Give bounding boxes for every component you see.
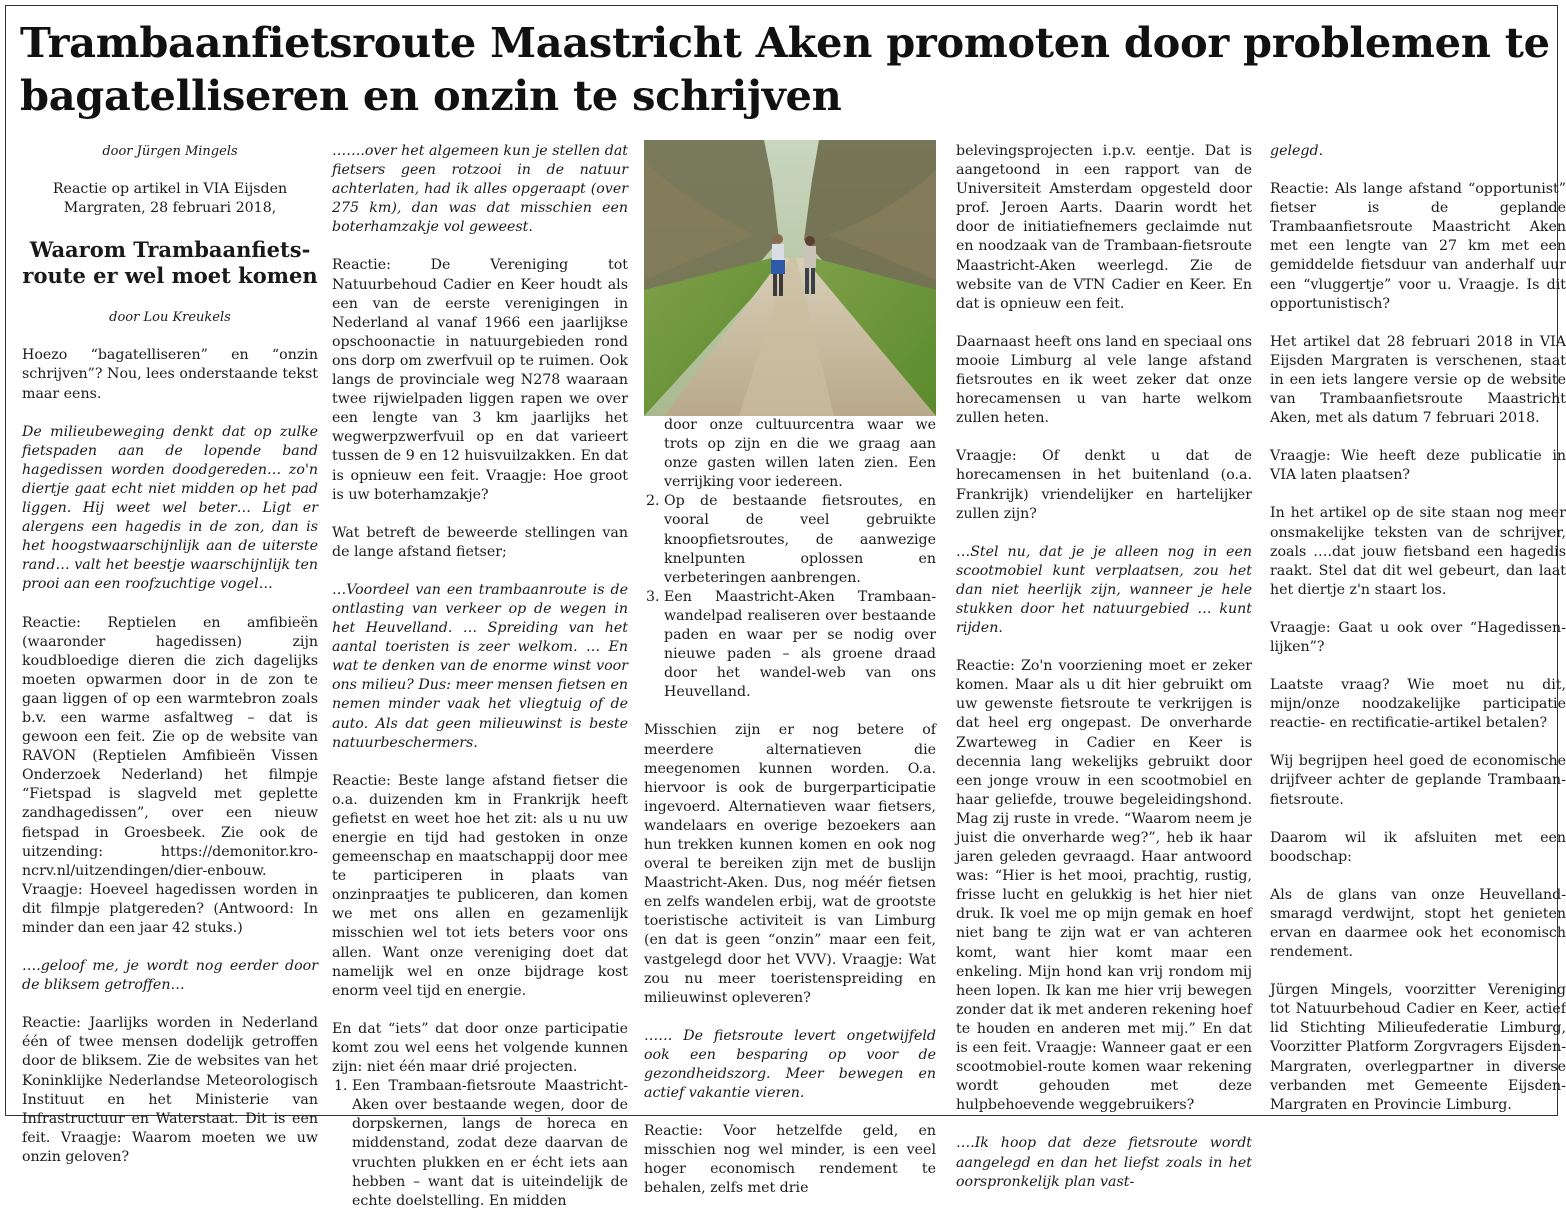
quote-paragraph: …… De fietsroute levert ongetwijfeld ook een besparing op voor de gezondheidszorg. Meer bewegen en actief vakantie vieren. xyxy=(644,1027,936,1102)
project-list-continued xyxy=(644,492,936,702)
paragraph: Misschien zijn er nog betere of meerdere alternatieven die meegenomen kunnen worden. O.a. hiervoor is ook de burgerparticipatie ingevoerd. Alternatieven waar fietsers, wandelaars en overige bezoekers aan hun trekken kunnen komen en ook nog overal te bereiken zijn met de buslijn Maastricht-Aken. Dus, nog méér fietsen en zelfs wandelen erbij, wat de grootste toeristische activiteit is van Limburg (en dat is geen “onzin” maar een feit, vastgelegd door het VVV). Vraagje: Wat zou nu meer toeristenspreiding en milieuwinst opleveren? xyxy=(644,722,936,1006)
column-3 xyxy=(644,416,936,1218)
paragraph: Als de glans van onze Heuvelland-smaragd verdwijnt, stopt het genieten ervan en daarmee ook het economisch rendement. xyxy=(1270,886,1566,961)
column-1 xyxy=(22,142,318,1186)
column-2 xyxy=(332,142,628,1230)
paragraph: Vraagje: Of denkt u dat de horecamensen in het buitenland (o.a. Frankrijk) vriendelijker en hartelijker zullen zijn? xyxy=(956,448,1252,522)
column-5 xyxy=(1270,142,1566,1134)
list-item: 2. Op de bestaande fietsroutes, en vooral de veel gebruikte knoopfietsroutes, de aanwezige knelpunten oplossen en verbeteringen aanbrengen. xyxy=(664,492,936,587)
quote-paragraph: ….Ik hoop dat deze fietsroute wordt aangelegd en dan het liefst zoals in het oorspronkelijk plan vast- xyxy=(956,1135,1252,1190)
paragraph: En dat “iets” dat door onze participatie komt zou wel eens het volgende kunnen zijn: niet één maar drié projecten. xyxy=(332,1020,628,1076)
paragraph: Daarnaast heeft ons land en speciaal ons mooie Limburg al vele lange afstand fietsroutes en ik weet zeker dat onze horecamensen u van harte welkom zullen heten. xyxy=(956,333,1252,427)
quote-paragraph: gelegd. xyxy=(1270,143,1324,159)
paragraph: Reactie: De Vereniging tot Natuurbehoud Cadier en Keer houdt als een van de eerste verenigingen in Nederland al vanaf 1966 een jaarlijkse opschoonactie in natuurgebieden rond ons dorp om zwerfvuil op te ruimen. Ook langs de provinciale weg N278 waaraan twee rijwielpaden liggen rapen we over een lengte van 3 km jaarlijks het wegwerpzwerfvuil op en dat varieert tussen de 9 en 12 huisvuilzakken. En dat is opnieuw een feit. Vraagje: Hoe groot is uw boterhamzakje? xyxy=(332,257,628,503)
list-continuation: door onze cultuurcentra waar we trots op zijn en die we graag aan onze gasten willen laten zien. Een verrijking voor iedereen. xyxy=(664,417,936,491)
paragraph: Reactie: Jaarlijks worden in Nederland één of twee mensen dodelijk getroffen door de bliksem. Zie de websites van het Koninklijke Nederlandse Meteorologisch Instituut en het Ministerie van Infrastructuur en Waterstaat. Dit is een feit. Vraagje: Waarom moeten we uw onzin geloven? xyxy=(22,1015,318,1165)
paragraph: Vraagje: Gaat u ook over “Hagedissen-lijken”? xyxy=(1270,619,1566,655)
intro-reference: Reactie op artikel in VIA Eijsden Margraten, 28 februari 2018, xyxy=(52,181,288,217)
quote-paragraph: …Stel nu, dat je je alleen nog in een scootmobiel kunt verplaatsen, zou het dan niet heerlijk zijn, wanneer je hele stukken door het natuurgebied … kunt rijden. xyxy=(956,543,1252,637)
project-list xyxy=(332,1077,628,1211)
article-photo xyxy=(644,140,936,416)
quote-paragraph: ….geloof me, je wordt nog eerder door de bliksem getroffen… xyxy=(22,958,318,994)
paragraph: belevingsprojecten i.p.v. eentje. Dat is aangetoond in een rapport van de Universiteit Amsterdam opgesteld door prof. Jeroen Aarts. Daarin wordt het door de initiatiefnemers geclaimde nut en noodzaak van de Trambaan-fietsroute Maastricht-Aken weerlegd. Zie de website van de VTN Cadier en Keer. En dat is opnieuw een feit. xyxy=(956,143,1252,312)
list-item: 1. Een Trambaan-fietsroute Maastricht-Aken over bestaande wegen, door de dorpskernen, langs de horeca en middenstand, zodat deze daarvan de vruchten plukken en er écht iets aan hebben – want dat is uiteindelijk de echte doelstelling. En midden xyxy=(352,1077,628,1211)
column-4 xyxy=(956,142,1252,1211)
paragraph: Reactie: Voor hetzelfde geld, en misschien nog wel minder, is een veel hoger economisch rendement te behalen, zelfs met drie xyxy=(644,1123,936,1197)
byline-author: door Jürgen Mingels xyxy=(102,144,238,159)
quote-paragraph: …Voordeel van een trambaanroute is de ontlasting van verkeer op de wegen in het Heuvelland. … Spreiding van het aantal toeristen is zeer welkom. … En wat te denken van de enorme winst voor ons milieu? Dus: meer mensen fietsen en nemen minder vaak het vliegtuig of de auto. Als dat geen milieuwinst is beste natuurbeschermers. xyxy=(332,581,628,751)
paragraph: Wat betreft de beweerde stellingen van de lange afstand fietser; xyxy=(332,524,628,560)
author-signature: Jürgen Mingels, voorzitter Vereniging tot Natuurbehoud Cadier en Keer, actief lid Stichting Milieufederatie Limburg, Voorzitter Platform Zorgvragers Eijsden-Margraten, overlegpartner in diverse verbanden met Gemeente Eijsden-Margraten en Provincie Limburg. xyxy=(1270,982,1566,1113)
paragraph: Het artikel dat 28 februari 2018 in VIA Eijsden Margraten is verschenen, staat in een iets langere versie op de website van Trambaanfietsroute Maastricht Aken, met als datum 7 februari 2018. xyxy=(1270,333,1566,427)
quote-paragraph: De milieubeweging denkt dat op zulke fietspaden aan de lopende band hagedissen worden doodgereden… zo'n diertje gaat echt niet midden op het pad liggen. Hij weet wel beter… Ligt er alergens een hagedis in de zon, dan is het hoogstwaarschijnlijk aan de uiterste rand… valt het beestje waarschijnlijk ten prooi aan een roofzuchtige vogel… xyxy=(22,423,318,593)
paragraph: In het artikel op de site staan nog meer onsmakelijke teksten van de schrijver, zoals ….dat jouw fietsband een hagedis raakt. Stel dat dit wel gebeurt, dan laat het diertje z'n staart los. xyxy=(1270,505,1566,598)
paragraph: Laatste vraag? Wie moet nu dit, mijn/onze noodzakelijke participatie reactie- en rectificatie-artikel betalen? xyxy=(1270,677,1566,732)
paragraph: Reactie: Zo'n voorziening moet er zeker komen. Maar als u dit hier gebruikt om uw gewenste fietsroute te verkrijgen is dat heel erg ongepast. De onverharde Zwarteweg in Cadier en Keer is decennia lang wekelijks gebruikt door een jonge vrouw in een scootmobiel en haar geliefde, trouwe begeleidingshond. Mag zij ruste in vrede. “Waarom neem je juist die onverharde weg?”, heb ik haar jaren geleden gevraagd. Haar antwoord was: “Hier is het mooi, prachtig, rustig, frisse lucht en gelukkig is het hier niet druk. Ik voel me op mijn gemak en hoef niet bang te zijn wat er van achteren komt, want hier komt maar een enkeling. Mijn hond kan vrij rondom mij heen lopen. Ik kan me hier vrij bewegen zonder dat ik met anderen rekening hoef te houden en anderen met mij.” En dat is een feit. Vraagje: Wanneer gaat er een scootmobiel-route komen waar rekening wordt gehouden met deze hulpbehoevende weggebruikers? xyxy=(956,658,1252,1114)
paragraph: Wij begrijpen heel goed de economische drijfveer achter de geplande Trambaan-fietsroute. xyxy=(1270,753,1566,808)
subheading: Waarom Trambaanfiets-route er wel moet komen xyxy=(22,237,318,289)
list-item: 3. Een Maastricht-Aken Trambaan-wandelpad realiseren over bestaande paden en waar per se nodig over nieuwe paden – als groene draad door het wandel-web van ons Heuvelland. xyxy=(664,588,936,703)
paragraph: Reactie: Beste lange afstand fietser die o.a. duizenden km in Frankrijk heeft gefietst en weet hoe het zit: als u nu uw energie en tijd had gestoken in onze gemeenschap en maatschappij door mee te participeren in plaats van onzinpraatjes te publiceren, dan komen we met ons allen en gezamenlijk misschien wel tot iets beters voor ons allen. Want onze vereniging doet dat namelijk wel en onze bijdrage kost enorm veel tijd en energie. xyxy=(332,772,628,999)
paragraph: Daarom wil ik afsluiten met een boodschap: xyxy=(1270,829,1566,865)
headline: Trambaanfietsroute Maastricht Aken promoten door problemen te bagatelliseren en onzin te schrijven xyxy=(20,18,1550,120)
paragraph: Reactie: Reptielen en amfibieën (waaronder hagedissen) zijn koudbloedige dieren die zich dagelijks moeten opwarmen door in de zon te gaan liggen of op een warmtebron zoals b.v. een warme asfaltweg – dat is gewoon een feit. Zie op de website van RAVON (Reptielen Amfibieën Vissen Onderzoek Nederland) het filmpje “Fietspad is slagveld met geplette zandhagedissen”, over een nieuw fietspad in Groesbeek. Zie ook de uitzending: https://demonitor.kro-ncrv.nl/uitzendingen/dier-enbouw. Vraagje: Hoeveel hagedissen worden in dit filmpje platgereden? (Antwoord: In minder dan een jaar 42 stuks.) xyxy=(22,614,318,936)
byline-quoted-author: door Lou Kreukels xyxy=(109,310,231,326)
paragraph: Hoezo “bagatelliseren” en “onzin schrijven”? Nou, lees onderstaande tekst maar eens. xyxy=(22,347,318,402)
paragraph: Vraagje: Wie heeft deze publicatie in VIA laten plaatsen? xyxy=(1270,448,1566,484)
page-frame xyxy=(5,5,1566,1209)
quote-paragraph: …….over het algemeen kun je stellen dat fietsers geen rotzooi in de natuur achterlaten, had ik alles opgeraapt (over 275 km), dan was dat misschien een boterhamzakje vol geweest. xyxy=(332,143,628,236)
paragraph: Reactie: Als lange afstand “opportunist” fietser is de geplande Trambaanfietsroute Maastricht Aken met een lengte van 27 km met een gemiddelde fietsduur van anderhalf uur een “vluggertje” voor u. Vraagje. Is dit opportunistisch? xyxy=(1270,181,1566,312)
